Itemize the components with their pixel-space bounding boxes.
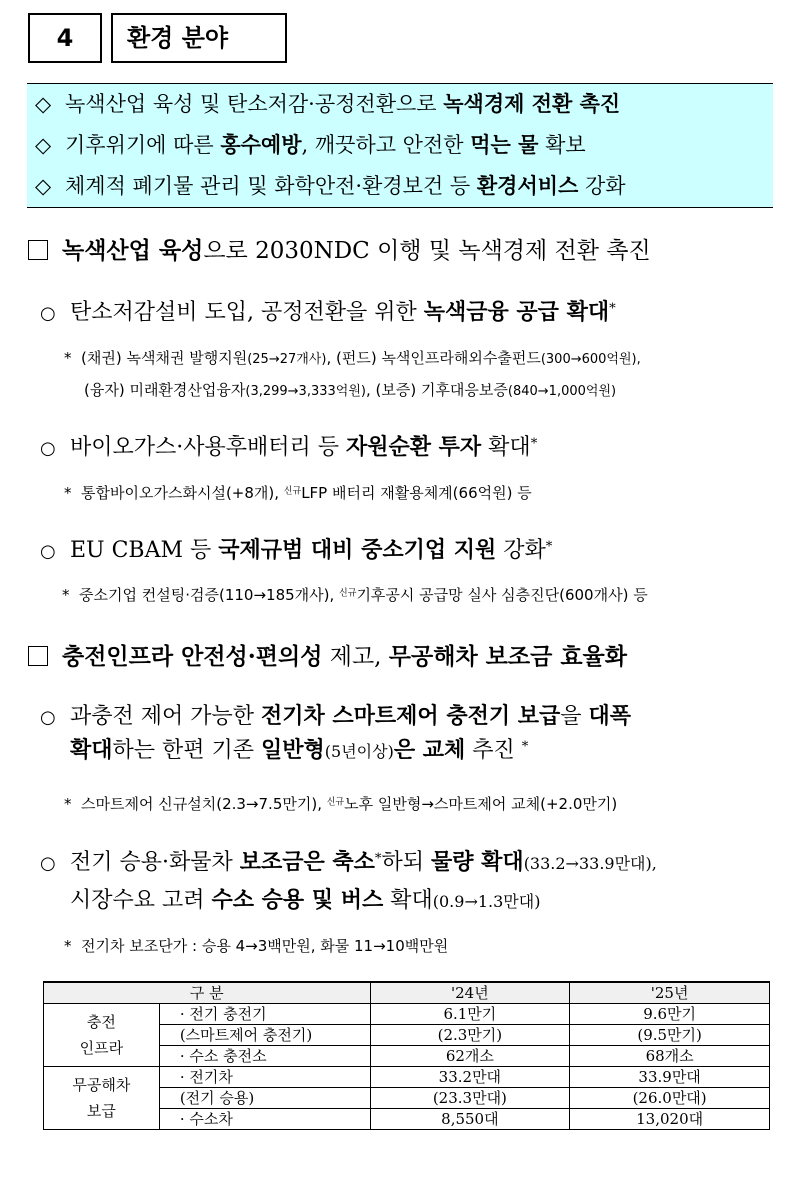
note-text: 중소기업 컨설팅·검증(110→185개사), <box>79 586 340 604</box>
item-text: 과충전 제어 가능한 <box>70 704 261 729</box>
circle-bullet-icon: ○ <box>40 303 56 324</box>
item-highlight: 은 <box>393 737 423 763</box>
group-label-line: 인프라 <box>79 1039 124 1057</box>
table-group-label <box>44 1004 160 1067</box>
table-cell-value: (23.3만대) <box>370 1088 570 1109</box>
item-highlight: 물량 확대 <box>431 849 524 875</box>
item-text: 추진 <box>465 738 522 763</box>
table-cell-value: 8,550대 <box>370 1109 570 1130</box>
note-text: (채권) 녹색채권 발행지원 <box>81 349 248 367</box>
item-ev-subsidy <box>40 847 657 879</box>
item-text: 하되 <box>381 850 432 875</box>
heading-bold: 녹색산업 육성 <box>62 237 204 264</box>
table-cell-value: 9.6만기 <box>570 1004 770 1025</box>
heading-charging-infra <box>28 642 627 672</box>
footnote-star: * <box>609 301 616 317</box>
note-cbam-support <box>62 584 648 606</box>
table-cell-item: · 수소 충전소 <box>159 1046 370 1067</box>
summary-box <box>27 83 773 208</box>
table-cell-value: 13,020대 <box>570 1109 770 1130</box>
note-resource-circulation <box>64 482 532 504</box>
heading-bold: 무공해차 보조금 효율화 <box>388 643 627 670</box>
table-cell-item: · 전기차 <box>159 1067 370 1088</box>
table-cell-value: 6.1만기 <box>370 1004 570 1025</box>
note-text: (25→27개사) <box>247 352 327 367</box>
table-header-2025: '25년 <box>570 982 770 1004</box>
item-highlight: 확대 <box>70 737 113 763</box>
item-text: 바이오가스·사용후배터리 등 <box>70 435 347 460</box>
group-label-line: 충전 <box>86 1013 116 1031</box>
diamond-bullet-icon: ◇ <box>35 133 52 157</box>
note-text: 스마트제어 신규설치(2.3→7.5만기), <box>81 795 327 813</box>
item-highlight: 대폭 <box>588 703 632 729</box>
item-smart-charger <box>40 701 631 733</box>
item-resource-circulation <box>40 432 537 464</box>
group-label-line: 보급 <box>86 1102 116 1120</box>
table-cell-value: 62개소 <box>370 1046 570 1067</box>
table-header-2024: '24년 <box>370 982 570 1004</box>
note-text: , (보증) 기후대응보증 <box>365 381 508 399</box>
item-text: 전기 승용·화물차 <box>70 850 240 875</box>
summary-line-2 <box>35 131 586 159</box>
summary-highlight: 먹는 물 <box>470 132 539 157</box>
table-header-category: 구 분 <box>44 982 371 1004</box>
note-star: * <box>64 484 72 502</box>
item-ev-subsidy-line2 <box>70 885 540 917</box>
summary-line-3 <box>35 172 626 200</box>
note-smart-charger <box>64 793 617 815</box>
note-text: 노후 일반형→스마트제어 교체(+2.0만기) <box>344 795 618 813</box>
table-header-row <box>44 982 770 1004</box>
item-text: 하는 한편 기존 <box>112 738 262 763</box>
diamond-bullet-icon: ◇ <box>35 92 52 116</box>
heading-green-industry <box>28 236 651 266</box>
summary-text: 체계적 폐기물 관리 및 화학안전·환경보건 등 <box>65 174 477 198</box>
heading-bold: 충전인프라 안전성·편의성 <box>62 643 323 670</box>
item-highlight: 국제규범 대비 중소기업 지원 <box>218 537 497 563</box>
item-highlight: 수소 승용 및 버스 <box>211 887 384 913</box>
footnote-star: * <box>545 539 553 555</box>
summary-text: 강화 <box>578 174 626 198</box>
new-tag: 신규 <box>326 797 345 808</box>
item-highlight: 일반형 <box>261 737 325 763</box>
footnote-star: * <box>530 436 538 452</box>
circle-bullet-icon: ○ <box>40 438 56 459</box>
item-text: 시장수요 고려 <box>70 888 212 913</box>
square-bullet-icon <box>28 240 48 260</box>
table-cell-item: · 수소차 <box>159 1109 370 1130</box>
square-bullet-icon <box>28 646 48 666</box>
circle-bullet-icon: ○ <box>40 853 56 874</box>
summary-highlight: 홍수예방 <box>220 132 302 157</box>
note-star: * <box>64 937 72 955</box>
note-text: (840→1,000억원) <box>507 384 617 399</box>
note-text: 기후공시 공급망 실사 심층진단(600개사) 등 <box>356 586 648 604</box>
item-highlight: 전기차 스마트제어 충전기 보급 <box>261 703 561 729</box>
item-text: 탄소저감설비 도입, 공정전환을 위한 <box>70 300 424 325</box>
table-cell-item: (스마트제어 충전기) <box>159 1025 370 1046</box>
summary-text: 기후위기에 따른 <box>65 133 221 157</box>
circle-bullet-icon: ○ <box>40 541 56 562</box>
summary-highlight: 환경서비스 <box>476 173 579 198</box>
item-text: (5년이상) <box>324 742 394 761</box>
note-star: * <box>62 586 70 604</box>
table-group-label <box>44 1067 160 1130</box>
new-tag: 신규 <box>339 588 357 599</box>
table-cell-value: 33.2만대 <box>370 1067 570 1088</box>
summary-line-1 <box>35 90 620 118</box>
table-row <box>44 1067 770 1088</box>
circle-bullet-icon: ○ <box>40 707 56 728</box>
heading-text: 제고, <box>322 644 389 670</box>
note-green-finance-1 <box>64 347 641 371</box>
note-text: LFP 배터리 재활용체계(66억원) 등 <box>301 484 532 502</box>
item-green-finance <box>40 297 616 329</box>
item-text: 강화 <box>496 538 546 563</box>
table-cell-value: (2.3만기) <box>370 1025 570 1046</box>
section-number: 4 <box>28 13 102 63</box>
note-text: (3,299→3,333억원) <box>245 384 366 399</box>
table-cell-item: (전기 승용) <box>159 1088 370 1109</box>
note-green-finance-2 <box>84 379 616 403</box>
summary-text: , 깨끗하고 안전한 <box>301 133 471 157</box>
note-text: (300→600억원), <box>540 352 641 367</box>
table-cell-value: (26.0만대) <box>570 1088 770 1109</box>
diamond-bullet-icon: ◇ <box>35 174 52 198</box>
item-text: (33.2→33.9만대), <box>523 854 657 873</box>
item-text: (0.9→1.3만대) <box>432 892 541 911</box>
note-ev-subsidy <box>64 935 448 957</box>
summary-highlight: 녹색경제 전환 촉진 <box>443 91 621 116</box>
new-tag: 신규 <box>283 486 302 497</box>
note-star: * <box>64 349 72 367</box>
table-row <box>44 1004 770 1025</box>
note-text: (융자) 미래환경산업융자 <box>84 381 246 399</box>
note-star: * <box>64 795 72 813</box>
item-text: 을 <box>560 704 589 729</box>
item-text: 확대 <box>383 888 433 913</box>
footnote-star: * <box>521 739 529 755</box>
heading-text: 으로 2030NDC 이행 및 녹색경제 전환 촉진 <box>203 238 651 264</box>
note-text: , (펀드) 녹색인프라해외수출펀드 <box>326 349 541 367</box>
note-text: 전기차 보조단가 : 승용 4→3백만원, 화물 11→10백만원 <box>81 937 449 955</box>
table-cell-value: (9.5만기) <box>570 1025 770 1046</box>
summary-text: 확보 <box>538 133 586 157</box>
note-text: 통합바이오가스화시설(+8개), <box>81 484 284 502</box>
item-text: EU CBAM 등 <box>70 538 219 563</box>
item-cbam-support <box>40 535 552 567</box>
item-highlight: 교체 <box>422 737 466 763</box>
table-cell-item: · 전기 충전기 <box>159 1004 370 1025</box>
item-highlight: 보조금은 축소 <box>239 849 375 875</box>
table-cell-value: 68개소 <box>570 1046 770 1067</box>
summary-table <box>43 981 770 1130</box>
group-label-line: 무공해차 <box>72 1076 131 1094</box>
footnote-star: * <box>374 851 382 867</box>
item-smart-charger-line2 <box>70 735 528 767</box>
section-title: 환경 분야 <box>111 13 287 63</box>
table-cell-value: 33.9만대 <box>570 1067 770 1088</box>
item-text: 확대 <box>481 435 531 460</box>
summary-text: 녹색산업 육성 및 탄소저감·공정전환으로 <box>65 92 444 116</box>
item-highlight: 녹색금융 공급 확대 <box>423 299 610 325</box>
item-highlight: 자원순환 투자 <box>346 434 482 460</box>
